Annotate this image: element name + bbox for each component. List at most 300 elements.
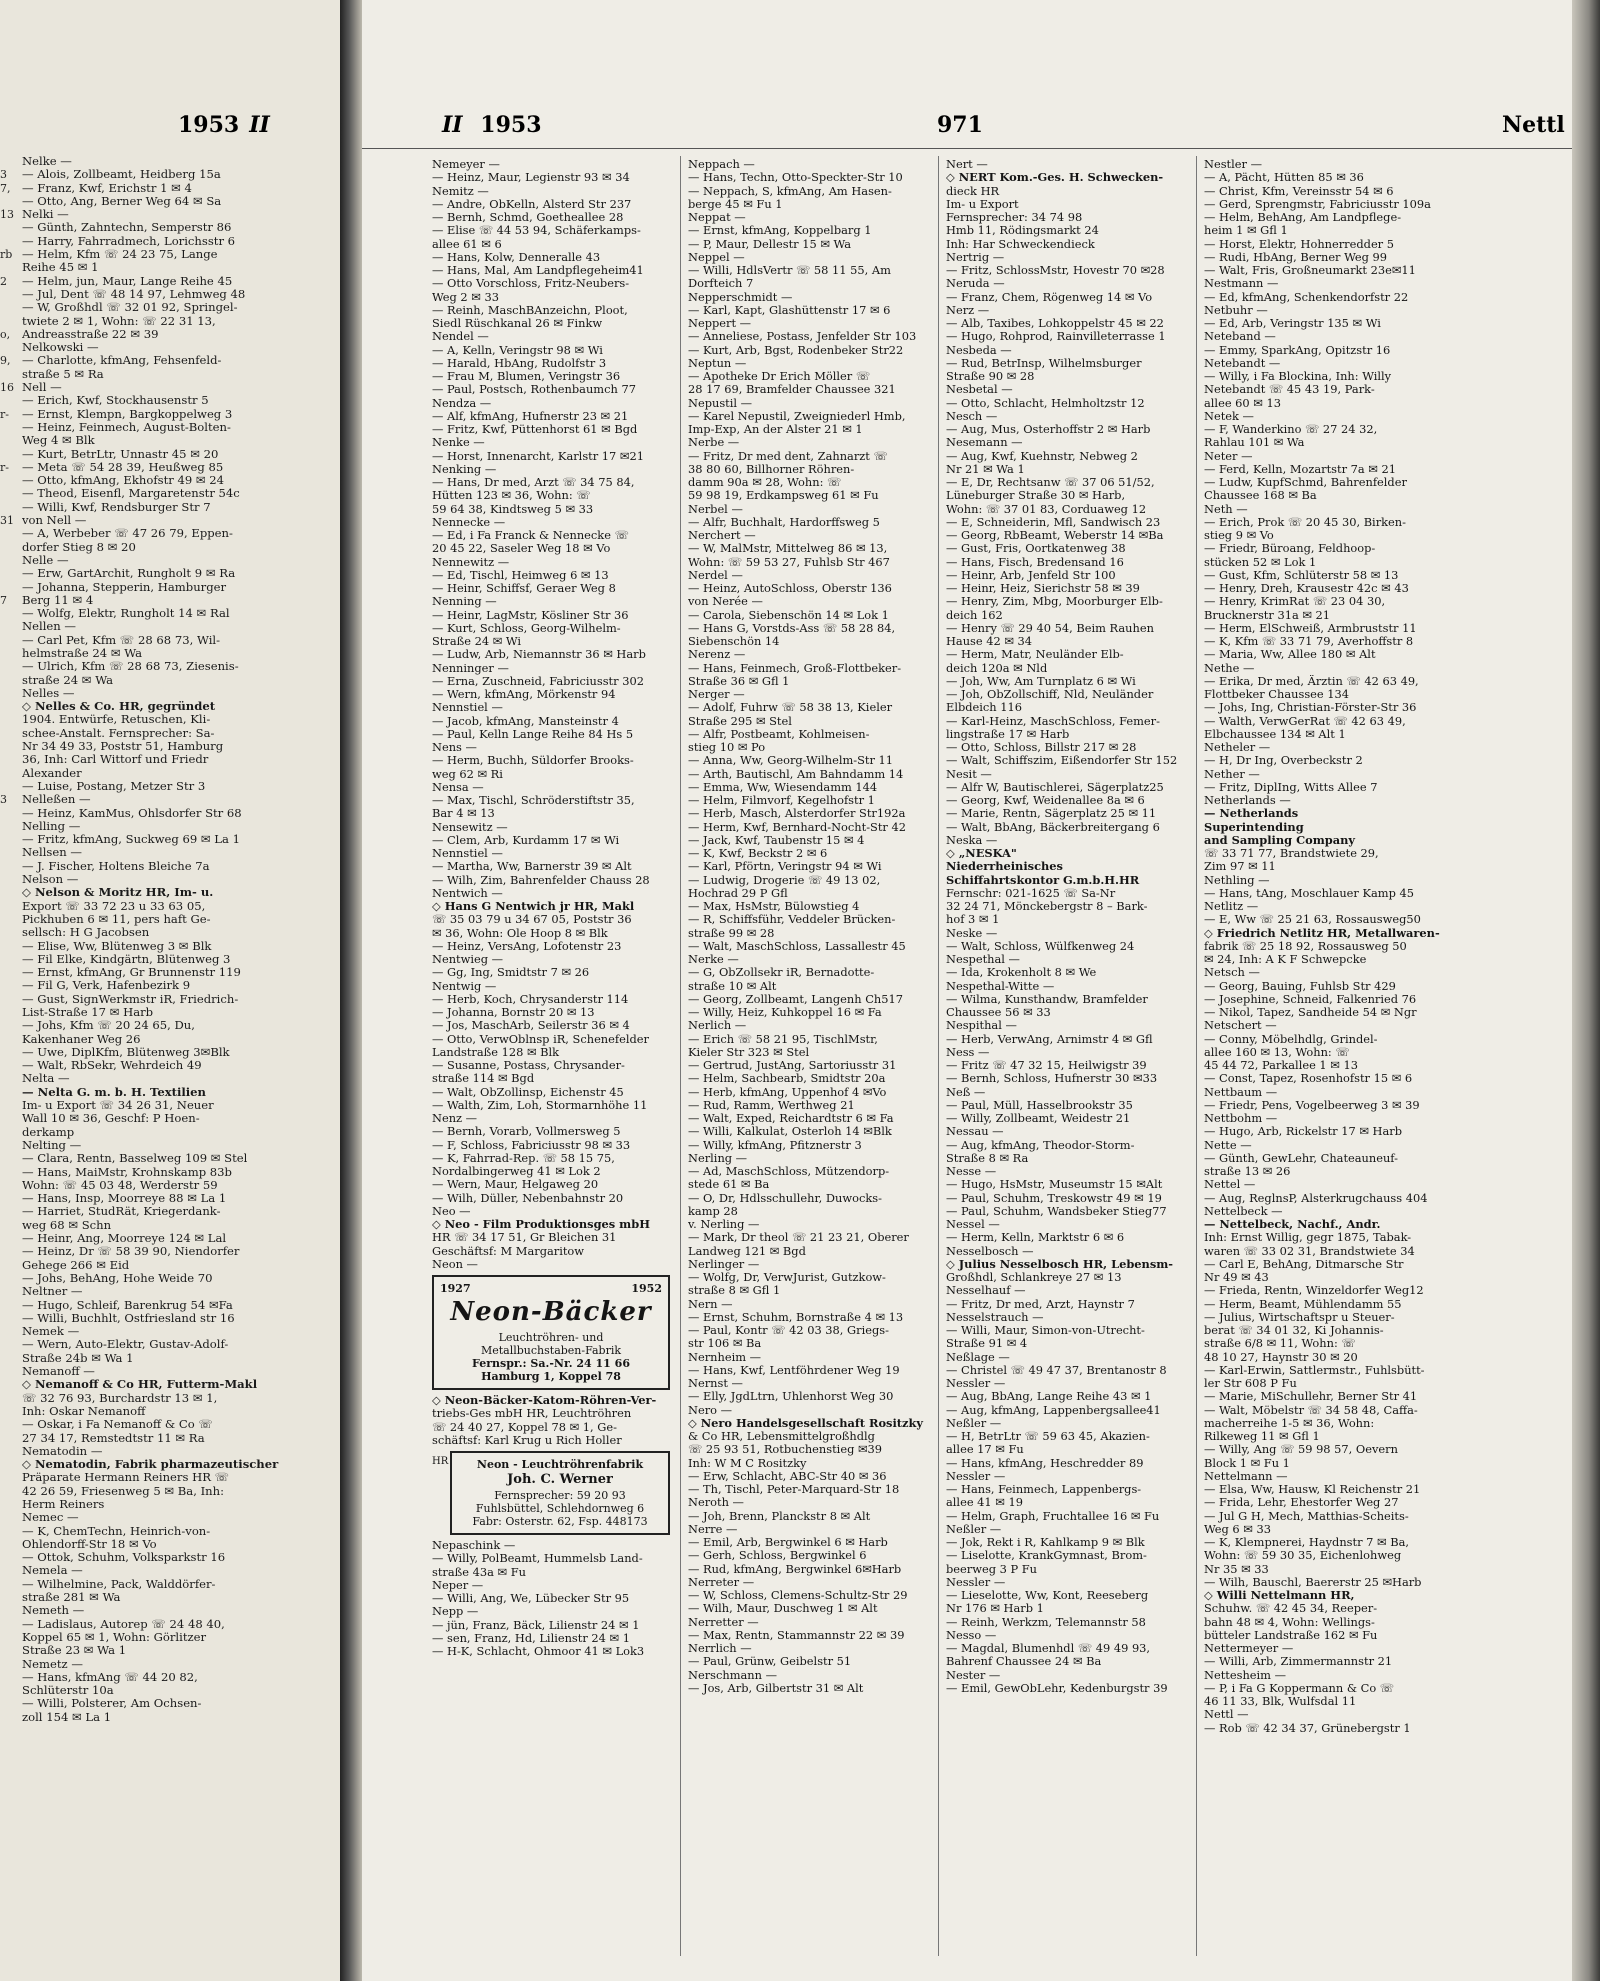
directory-entry: — Walt, Fris, Großneumarkt 23e✉11 <box>1204 264 1416 277</box>
directory-entry: — Christ, Kfm, Vereinsstr 54 ✉ 6 <box>1204 184 1394 198</box>
margin-fragment <box>0 807 18 820</box>
entry-heading: Neß — <box>946 1085 986 1099</box>
directory-entry: — Paul, Kelln Lange Reihe 84 Hs 5 <box>432 727 634 741</box>
directory-entry: ◇ Nematodin, Fabrik pharmazeutischer <box>22 1458 279 1472</box>
directory-entry: — Henry, Dreh, Krausestr 42c ✉ 43 <box>1204 582 1409 595</box>
entry-heading: Neter — <box>1204 449 1253 463</box>
entry-heading: Nesselstrauch — <box>946 1310 1044 1324</box>
entry-heading: Netebandt — <box>1204 356 1281 370</box>
directory-entry: — Rudi, HbAng, Berner Weg 99 <box>1204 250 1388 264</box>
directory-entry: Elbchaussee 134 ✉ Alt 1 <box>1204 727 1346 741</box>
directory-entry: — Clara, Rentn, Basselweg 109 ✉ Stel <box>22 1152 248 1166</box>
entry-heading: Neper — <box>432 1578 484 1592</box>
directory-entry: — Herm, Buchh, Süldorfer Brooks- <box>432 754 634 768</box>
directory-entry: — Oskar, i Fa Nemanoff & Co ☏ <box>22 1418 213 1432</box>
directory-entry: lingstraße 17 ✉ Harb <box>946 727 1070 741</box>
entry-heading: Nerre — <box>688 1522 738 1536</box>
directory-entry: bahn 48 ✉ 4, Wohn: Wellings- <box>1204 1615 1375 1629</box>
directory-entry: Großhdl, Schlankreye 27 ✉ 13 <box>946 1271 1122 1284</box>
directory-entry: 1904. Entwürfe, Retuschen, Kli- <box>22 713 211 727</box>
directory-entry: — Nettelbeck, Nachf., Andr. <box>1204 1218 1381 1231</box>
entry-heading: Neppach — <box>688 158 755 171</box>
entry-heading: Nettbohm — <box>1204 1112 1278 1125</box>
directory-entry: — Elsa, Ww, Hausw, Kl Reichenstr 21 <box>1204 1483 1421 1496</box>
directory-entry: Schuhw. ☏ 42 45 34, Reeper- <box>1204 1602 1378 1616</box>
entry-heading: Nematodin — <box>22 1444 103 1458</box>
directory-entry: dorfer Stieg 8 ✉ 20 <box>22 540 136 554</box>
directory-entry: Straße 23 ✉ Wa 1 <box>22 1644 127 1658</box>
entry-heading: Nennewitz — <box>432 555 510 569</box>
werner-ad-name: Joh. C. Werner <box>507 1473 613 1486</box>
entry-heading: Nesselhauf — <box>946 1284 1026 1298</box>
directory-entry: ◇ Neo - Film Produktionsges mbH <box>432 1218 650 1231</box>
directory-entry: — Susanne, Postass, Chrysander- <box>432 1059 625 1072</box>
entry-heading: Nerschmann — <box>688 1668 777 1682</box>
entry-heading: v. Nerling — <box>688 1218 760 1231</box>
directory-entry: Chaussee 168 ✉ Ba <box>1204 489 1317 503</box>
entry-heading: Nesbetal — <box>946 383 1013 397</box>
directory-entry: — Willy, Zollbeamt, Weidestr 21 <box>946 1112 1131 1125</box>
directory-entry: ☏ 32 76 93, Burchardstr 13 ✉ 1, <box>22 1391 218 1405</box>
directory-entry: — Walt, Schloss, Wülfkenweg 24 <box>946 939 1135 953</box>
directory-entry: — Gust, SignWerkmstr iR, Friedrich- <box>22 992 239 1006</box>
column-4 <box>1204 158 1452 1735</box>
directory-entry: — Hugo, Schleif, Barenkrug 54 ✉Fa <box>22 1298 233 1312</box>
entry-heading: Nemitz — <box>432 184 489 198</box>
directory-entry: — Reinh, Werkzm, Telemannstr 58 <box>946 1615 1146 1629</box>
directory-entry: ☏ 35 03 79 u 34 67 05, Poststr 36 <box>432 913 632 927</box>
directory-entry: Weg 4 ✉ Blk <box>22 434 95 448</box>
directory-entry: — Willi, Kwf, Rendsburger Str 7 <box>22 500 211 514</box>
directory-entry: Nr 49 ✉ 43 <box>1204 1271 1269 1284</box>
directory-entry: 42 26 59, Friesenweg 5 ✉ Ba, Inh: <box>22 1484 225 1498</box>
directory-entry: — E, Dr, Rechtsanw ☏ 37 06 51/52, <box>946 476 1155 489</box>
directory-entry: str 106 ✉ Ba <box>688 1337 762 1351</box>
directory-entry: — Elly, JgdLtrn, Uhlenhorst Weg 30 <box>688 1390 894 1404</box>
entry-heading: Neßler — <box>946 1416 1002 1430</box>
directory-entry: — Erw, Schlacht, ABC-Str 40 ✉ 36 <box>688 1469 887 1483</box>
entry-heading: Nentwieg — <box>432 953 504 966</box>
directory-entry: — Johanna, Stepperin, Hamburger <box>22 580 227 594</box>
directory-entry: — Hans, Mal, Am Landpflegeheim41 <box>432 264 644 277</box>
directory-entry: — Herb, Masch, Alsterdorfer Str192a <box>688 807 906 821</box>
directory-entry: — Wern, kfmAng, Mörkenstr 94 <box>432 688 616 701</box>
margin-fragment <box>0 448 18 461</box>
entry-heading: Nette — <box>1204 1138 1252 1152</box>
directory-entry: — Magdal, Blumenhdl ☏ 49 49 93, <box>946 1642 1151 1655</box>
margin-fragment <box>0 647 18 660</box>
directory-entry: — Gerd, Sprengmstr, Fabriciusstr 109a <box>1204 197 1431 211</box>
directory-entry: — Heinr, Heiz, Sierichstr 58 ✉ 39 <box>946 582 1140 595</box>
right-header-roman: II <box>442 112 463 138</box>
directory-entry: sellsch: H G Jacobsen <box>22 926 150 940</box>
directory-entry: — Horst, Elektr, Hohnerredder 5 <box>1204 237 1394 251</box>
directory-entry: — Herm, Kwf, Bernhard-Nocht-Str 42 <box>688 820 906 834</box>
werner-ad-title: Neon - Leuchtröhrenfabrik <box>476 1458 644 1471</box>
margin-fragment <box>0 261 18 274</box>
directory-entry: — Joh, Brenn, Planckstr 8 ✉ Alt <box>688 1509 871 1523</box>
directory-entry: — Walt, Möbelstr ☏ 34 58 48, Caffa- <box>1204 1403 1418 1417</box>
directory-entry: twiete 2 ✉ 1, Wohn: ☏ 22 31 13, <box>22 314 216 328</box>
directory-entry: ◇ Willi Nettelmann HR, <box>1204 1589 1355 1602</box>
directory-entry: — Ad, MaschSchloss, Mützendorp- <box>688 1165 890 1178</box>
directory-entry: — H, BetrLtr ☏ 59 63 45, Akazien- <box>946 1430 1150 1443</box>
directory-entry: Flottbeker Chaussee 134 <box>1204 688 1350 701</box>
entry-heading: Neppel — <box>688 250 745 264</box>
entry-heading: Nethe — <box>1204 661 1255 675</box>
directory-entry: — Johanna, Bornstr 20 ✉ 13 <box>432 1006 595 1019</box>
directory-entry: Alexander <box>22 766 82 780</box>
directory-entry: ◇ Neon-Bäcker-Katom-Röhren-Ver- <box>432 1394 657 1407</box>
entry-heading: Nessler — <box>946 1377 1006 1390</box>
directory-entry: Siedl Rüschkanal 26 ✉ Finkw <box>432 317 603 330</box>
directory-entry: — Aug, Kwf, Kuehnstr, Nebweg 2 <box>946 449 1138 463</box>
directory-entry: — Georg, Zollbeamt, Langenh Ch517 <box>688 992 903 1006</box>
margin-fragment: 7, <box>0 181 11 195</box>
entry-heading: Nesit — <box>946 767 992 781</box>
entry-heading: Netherlands — <box>1204 794 1291 807</box>
directory-entry: Präparate Hermann Reiners HR ☏ <box>22 1471 230 1485</box>
directory-entry: — Walth, Zim, Loh, Stormarnhöhe 11 <box>432 1098 648 1112</box>
page-number: 971 <box>937 112 983 138</box>
directory-entry: — Harriet, StudRät, Kriegerdank- <box>22 1205 221 1219</box>
margin-fragment <box>0 527 18 540</box>
directory-entry: schäftsf: Karl Krug u Rich Holler <box>432 1433 622 1447</box>
directory-entry: straße 114 ✉ Bgd <box>432 1072 535 1086</box>
right-header-volume <box>442 112 542 138</box>
werner-ad-factory: Fabr: Osterstr. 62, Fsp. 448173 <box>472 1515 648 1528</box>
entry-heading: Neon — <box>432 1257 478 1271</box>
directory-entry: — Ulrich, Kfm ☏ 28 68 73, Ziesenis- <box>22 660 239 674</box>
entry-heading: Nellsen — <box>22 846 82 860</box>
directory-entry: — Rob ☏ 42 34 37, Grünebergstr 1 <box>1204 1721 1411 1735</box>
directory-entry: waren ☏ 33 02 31, Brandstwiete 34 <box>1204 1244 1415 1258</box>
entry-heading: Nennstiel — <box>432 701 503 715</box>
directory-entry: — E, Ww ☏ 25 21 63, Rossausweg50 <box>1204 913 1421 927</box>
directory-entry: — Alfr, Buchhalt, Hardorffsweg 5 <box>688 515 880 529</box>
entry-heading: Nelta — <box>22 1072 70 1086</box>
entry-heading: Nettbaum — <box>1204 1085 1278 1099</box>
directory-entry: — Otto, kfmAng, Ekhofstr 49 ✉ 24 <box>22 474 225 488</box>
entry-heading: Neßlage — <box>946 1350 1010 1364</box>
directory-entry: — Carola, Siebenschön 14 ✉ Lok 1 <box>688 608 889 622</box>
entry-heading: Nenz — <box>432 1112 478 1125</box>
directory-entry: — Johs, Kfm ☏ 20 24 65, Du, <box>22 1019 195 1033</box>
directory-entry: macherreihe 1-5 ✉ 36, Wohn: <box>1204 1416 1375 1430</box>
directory-entry: — Joh, ObZollschiff, Nld, Neuländer <box>946 688 1154 701</box>
directory-entry: — W, MalMstr, Mittelweg 86 ✉ 13, <box>688 542 888 556</box>
directory-entry: Andreasstraße 22 ✉ 39 <box>22 327 159 341</box>
directory-entry: — Ottok, Schuhm, Volksparkstr 16 <box>22 1551 226 1565</box>
directory-entry: — Fritz, Dr med, Arzt, Haynstr 7 <box>946 1297 1135 1311</box>
margin-fragment <box>0 567 18 580</box>
directory-entry: — Hans, Kolw, Denneralle 43 <box>432 250 601 264</box>
margin-fragment <box>0 301 18 314</box>
directory-entry: bütteler Landstraße 162 ✉ Fu <box>1204 1628 1378 1642</box>
entry-heading: Nemeth — <box>22 1604 85 1618</box>
directory-entry: — Paul, Müll, Hasselbrookstr 35 <box>946 1098 1133 1112</box>
directory-entry: — Rud, kfmAng, Bergwinkel 6✉Harb <box>688 1562 902 1576</box>
directory-entry: — Meta ☏ 54 28 39, Heußweg 85 <box>22 460 224 474</box>
directory-entry: ◇ „NESKA" <box>946 847 1017 860</box>
entry-heading: Nespethal — <box>946 953 1020 966</box>
margin-fragment <box>0 833 18 846</box>
directory-entry: — Erich, Prok ☏ 20 45 30, Birken- <box>1204 515 1406 529</box>
directory-entry: — Jacob, kfmAng, Mansteinstr 4 <box>432 714 619 728</box>
entry-heading: Nepp — <box>432 1605 479 1619</box>
directory-entry: — Willi, Buchhlt, Ostfriesland str 16 <box>22 1311 235 1325</box>
directory-entry: 38 80 60, Billhorner Röhren- <box>688 462 855 476</box>
entry-heading: Neptun — <box>688 356 747 370</box>
directory-entry: Wall 10 ✉ 36, Geschf: P Hoen- <box>22 1112 200 1126</box>
directory-entry: schee-Anstalt. Fernsprecher: Sa- <box>22 726 215 740</box>
margin-fragment: 13 <box>0 208 14 222</box>
margin-fragment: o, <box>0 327 11 341</box>
directory-entry: — Jok, Rekt i R, Kahlkamp 9 ✉ Blk <box>946 1536 1145 1549</box>
entry-heading: Nelki — <box>22 208 69 222</box>
margin-fragment <box>0 700 18 713</box>
entry-heading: Nenke — <box>432 436 485 450</box>
margin-fragment <box>0 235 18 248</box>
entry-heading: Nendel — <box>432 330 489 344</box>
entry-heading: Nesse — <box>946 1165 997 1178</box>
entry-heading: Nestmann — <box>1204 277 1279 291</box>
directory-entry: — Hans, kfmAng ☏ 44 20 82, <box>22 1670 198 1684</box>
directory-entry: triebs-Ges mbH HR, Leuchtröhren <box>432 1407 632 1421</box>
directory-entry: — Ed, kfmAng, Schenkendorfstr 22 <box>1204 290 1409 304</box>
entry-heading: Nelting — <box>22 1138 82 1152</box>
entry-heading: Nertrig — <box>946 250 1005 264</box>
directory-entry: 45 44 72, Parkallee 1 ✉ 13 <box>1204 1059 1358 1072</box>
directory-entry: — F, Wanderkino ☏ 27 24 32, <box>1204 423 1378 436</box>
entry-heading: Nensa — <box>432 780 484 794</box>
margin-fragment <box>0 687 18 700</box>
directory-entry: Inh: W M C Rositzky <box>688 1456 807 1470</box>
directory-entry: — Hans, Kwf, Lentföhrdener Weg 19 <box>688 1363 900 1377</box>
directory-entry: allee 61 ✉ 6 <box>432 237 502 251</box>
running-head: Nettl <box>1502 112 1565 138</box>
directory-entry: — E, Schneiderin, Mfl, Sandwisch 23 <box>946 515 1161 529</box>
entry-heading: Nelson — <box>22 873 79 887</box>
werner-hr-label: HR <box>432 1456 449 1467</box>
margin-fragment <box>0 634 18 647</box>
entry-heading: Neo — <box>432 1204 471 1218</box>
directory-entry: — Fritz, Dr med dent, Zahnarzt ☏ <box>688 449 888 463</box>
directory-entry: — Willi, Polsterer, Am Ochsen- <box>22 1697 202 1711</box>
directory-entry: — Herm, Beamt, Mühlendamm 55 <box>1204 1297 1402 1311</box>
directory-entry: — Paul, Schuhm, Wandsbeker Stieg77 <box>946 1204 1167 1218</box>
directory-entry: Landweg 121 ✉ Bgd <box>688 1244 806 1258</box>
margin-fragment <box>0 767 18 780</box>
margin-fragment <box>0 674 18 687</box>
directory-entry: Hochrad 29 P Gfl <box>688 886 788 900</box>
directory-entry: ☏ 24 40 27, Koppel 78 ✉ 1, Ge- <box>432 1420 617 1434</box>
directory-entry: — Const, Tapez, Rosenhofstr 15 ✉ 6 <box>1204 1072 1413 1086</box>
directory-entry: — Willi, Maur, Simon-von-Utrecht- <box>946 1324 1145 1337</box>
directory-entry: straße 6/8 ✉ 11, Wohn: ☏ <box>1204 1337 1356 1351</box>
directory-entry: stieg 9 ✉ Vo <box>1204 529 1274 542</box>
directory-entry: zoll 154 ✉ La 1 <box>22 1710 112 1724</box>
margin-fragment: rb <box>0 248 13 262</box>
directory-entry: — Emil, Arb, Bergwinkel 6 ✉ Harb <box>688 1536 888 1549</box>
entry-heading: Nero — <box>688 1403 733 1417</box>
directory-entry: deich 120a ✉ Nld <box>946 661 1048 675</box>
neon-baecker-logo: Neon-Bäcker <box>450 1297 652 1327</box>
margin-fragment <box>0 873 18 886</box>
directory-entry: — Martha, Ww, Barnerstr 39 ✉ Alt <box>432 860 632 874</box>
directory-entry: straße 43a ✉ Fu <box>432 1565 526 1579</box>
directory-entry: — Georg, Bauing, Fuhlsb Str 429 <box>1204 979 1396 993</box>
directory-entry: — Karl, Kapt, Glashüttenstr 17 ✉ 6 <box>688 303 891 317</box>
directory-entry: Herm Reiners <box>22 1497 105 1511</box>
directory-entry: — K, Klempnerei, Haydnstr 7 ✉ Ba, <box>1204 1536 1409 1549</box>
directory-entry: Nr 35 ✉ 33 <box>1204 1562 1269 1576</box>
margin-fragment <box>0 780 18 793</box>
directory-entry: — H, Dr Ing, Overbeckstr 2 <box>1204 754 1363 768</box>
directory-entry: — J. Fischer, Holtens Bleiche 7a <box>22 859 210 873</box>
directory-entry: Bar 4 ✉ 13 <box>432 807 495 821</box>
entry-heading: Neth — <box>1204 502 1248 516</box>
directory-entry: 46 11 33, Blk, Wulfsdal 11 <box>1204 1695 1357 1708</box>
directory-entry: — Aug, Mus, Osterhoffstr 2 ✉ Harb <box>946 423 1151 436</box>
directory-entry: — Alfr W, Bautischlerei, Sägerplatz25 <box>946 780 1164 794</box>
directory-entry: — Reinh, MaschBAnzeichn, Ploot, <box>432 303 628 317</box>
directory-entry: Straße 24 ✉ Wi <box>432 635 522 648</box>
directory-entry: straße 5 ✉ Ra <box>22 367 104 381</box>
directory-entry: Netebandt ☏ 45 43 19, Park- <box>1204 383 1375 397</box>
directory-entry: — Nelta G. m. b. H. Textilien <box>22 1085 206 1099</box>
entry-heading: Nemeyer — <box>432 158 500 171</box>
directory-entry: — Aug, BbAng, Lange Reihe 43 ✉ 1 <box>946 1390 1152 1404</box>
entry-heading: Nerenz — <box>688 648 746 662</box>
ad-phone: Fernspr.: Sa.-Nr. 24 11 66 <box>472 1357 630 1370</box>
entry-heading: Nentwig — <box>432 979 497 993</box>
directory-entry: ◇ NERT Kom.-Ges. H. Schwecken- <box>946 171 1164 185</box>
directory-entry: — Hans, tAng, Moschlauer Kamp 45 <box>1204 886 1414 900</box>
column-rule-1 <box>680 156 681 1956</box>
entry-heading: Neßler — <box>946 1522 1002 1536</box>
directory-entry: — Gust, Kfm, Schlüterstr 58 ✉ 13 <box>1204 568 1399 582</box>
directory-entry: Schlüterstr 10a <box>22 1684 114 1698</box>
margin-fragment: 16 <box>0 381 14 395</box>
directory-entry: — K, ChemTechn, Heinrich-von- <box>22 1524 211 1538</box>
directory-entry: Hause 42 ✉ 34 <box>946 635 1033 648</box>
directory-entry: Fernschr: 021-1625 ☏ Sa-Nr <box>946 886 1116 900</box>
directory-entry: hof 3 ✉ 1 <box>946 913 1000 927</box>
directory-entry: — jün, Franz, Bäck, Lilienstr 24 ✉ 1 <box>432 1618 640 1632</box>
directory-entry: — Emma, Ww, Wiesendamm 144 <box>688 780 878 794</box>
directory-entry: Straße 90 ✉ 28 <box>946 370 1035 383</box>
margin-fragment: 31 <box>0 514 14 528</box>
margin-fragment <box>0 900 18 913</box>
directory-entry: — Günth, GewLehr, Chateauneuf- <box>1204 1151 1398 1165</box>
directory-entry: weg 68 ✉ Schn <box>22 1218 112 1232</box>
directory-entry: Hmb 11, Rödingsmarkt 24 <box>946 224 1099 238</box>
directory-entry: — Theod, Eisenfl, Margaretenstr 54c <box>22 487 240 501</box>
directory-entry: ◇ Nelles & Co. HR, gegründet <box>22 700 216 714</box>
directory-entry: ☏ 25 93 51, Rotbuchenstieg ✉39 <box>688 1443 883 1457</box>
entry-heading: Nettl — <box>1204 1708 1249 1722</box>
directory-entry: — Willi, Kalkulat, Osterloh 14 ✉Blk <box>688 1125 892 1139</box>
directory-entry: — Joh, Ww, Am Turnplatz 6 ✉ Wi <box>946 674 1136 688</box>
directory-entry: — Emmy, SparkAng, Opitzstr 16 <box>1204 343 1391 357</box>
directory-entry: — Walth, VerwGerRat ☏ 42 63 49, <box>1204 714 1406 728</box>
entry-heading: Nester — <box>946 1668 1001 1682</box>
directory-entry: — Helm, BehAng, Am Landpflege- <box>1204 211 1402 224</box>
directory-entry: ◇ Hans G Nentwich jr HR, Makl <box>432 900 635 913</box>
directory-entry: — Heinr, Schiffsf, Geraer Weg 8 <box>432 582 616 595</box>
directory-entry: — Wilma, Kunsthandw, Bramfelder <box>946 992 1148 1006</box>
left-page <box>0 0 340 1981</box>
directory-entry: — Nikol, Tapez, Sandheide 54 ✉ Ngr <box>1204 1006 1417 1019</box>
directory-entry: Pickhuben 6 ✉ 11, pers haft Ge- <box>22 912 211 926</box>
directory-entry: Bahrenf Chaussee 24 ✉ Ba <box>946 1655 1102 1669</box>
entry-heading: Ness — <box>946 1045 990 1059</box>
directory-entry: — Jul G H, Mech, Matthias-Scheits- <box>1204 1509 1409 1523</box>
header-rule <box>362 148 1572 149</box>
directory-entry: — Rud, BetrInsp, Wilhelmsburger <box>946 356 1142 370</box>
directory-entry: allee 60 ✉ 13 <box>1204 396 1281 410</box>
entry-heading: Nensewitz — <box>432 820 508 834</box>
directory-entry: & Co HR, Lebensmittelgroßhdlg <box>688 1430 875 1443</box>
directory-entry: — Walt, BbAng, Bäckerbreitergang 6 <box>946 820 1160 834</box>
margin-fragment <box>0 368 18 381</box>
directory-entry: Rilkeweg 11 ✉ Gfl 1 <box>1204 1430 1320 1443</box>
entry-heading: Nern — <box>688 1297 733 1311</box>
page-edge <box>1572 0 1600 1981</box>
directory-entry: 28 17 69, Bramfelder Chaussee 321 <box>688 383 896 397</box>
directory-entry: — Ludwig, Drogerie ☏ 49 13 02, <box>688 873 881 887</box>
directory-entry: — Hans, Techn, Otto-Speckter-Str 10 <box>688 171 903 185</box>
directory-entry: Landstraße 128 ✉ Blk <box>432 1045 560 1059</box>
entry-heading: Nerchert — <box>688 529 756 542</box>
directory-entry: — Kurt, BetrLtr, Unnastr 45 ✉ 20 <box>22 447 219 461</box>
directory-entry: — Walt, MaschSchloss, Lassallestr 45 <box>688 939 906 953</box>
directory-entry: — Uwe, DiplKfm, Blütenweg 3✉Blk <box>22 1045 230 1059</box>
directory-entry: Ohlendorff-Str 18 ✉ Vo <box>22 1537 157 1551</box>
directory-entry: — Wern, Maur, Helgaweg 20 <box>432 1178 599 1192</box>
directory-entry: Inh: Ernst Willig, gegr 1875, Tabak- <box>1204 1231 1412 1245</box>
directory-entry: — G, ObZollsekr iR, Bernadotte- <box>688 966 875 980</box>
entry-heading: Nessel — <box>946 1218 1000 1231</box>
entry-heading: Nelleßen — <box>22 793 91 807</box>
directory-entry: 20 45 22, Saseler Weg 18 ✉ Vo <box>432 542 611 556</box>
margin-fragment <box>0 155 18 168</box>
directory-entry: Im- u Export <box>946 197 1019 211</box>
directory-entry: — Willi, HdlsVertr ☏ 58 11 55, Am <box>688 264 891 277</box>
margin-fragment: 7 <box>0 593 7 607</box>
directory-entry: Lüneburger Straße 30 ✉ Harb, <box>946 489 1126 503</box>
directory-entry: — Gertrud, JustAng, Sartoriusstr 31 <box>688 1059 897 1072</box>
directory-entry: Wohn: ☏ 59 30 35, Eichenlohweg <box>1204 1549 1402 1563</box>
directory-entry: — Alfr, Postbeamt, Kohlmeisen- <box>688 727 870 741</box>
directory-entry: — Gust, Fris, Oortkatenweg 38 <box>946 542 1126 556</box>
entry-heading: Nesemann — <box>946 436 1023 450</box>
margin-fragment <box>0 581 18 594</box>
directory-entry: ◇ Nelson & Moritz HR, Im- u. <box>22 886 214 900</box>
directory-entry: kamp 28 <box>688 1204 738 1218</box>
directory-entry: — Hans, Insp, Moorreye 88 ✉ La 1 <box>22 1192 227 1206</box>
directory-entry: — Jos, MaschArb, Seilerstr 36 ✉ 4 <box>432 1019 630 1033</box>
entry-heading: Nerbe — <box>688 436 740 450</box>
directory-entry: — Max, HsMstr, Bülowstieg 4 <box>688 900 860 913</box>
directory-entry: — Friedr, Büroang, Feldhoop- <box>1204 542 1376 556</box>
directory-entry: Weg 6 ✉ 33 <box>1204 1522 1271 1536</box>
entry-heading: Netsch — <box>1204 966 1260 980</box>
directory-entry: — Herm, ElSchweiß, Armbruststr 11 <box>1204 621 1417 635</box>
directory-entry: HR ☏ 34 17 51, Gr Bleichen 31 <box>432 1231 617 1245</box>
directory-entry: — Herb, kfmAng, Uppenhof 4 ✉Vo <box>688 1085 887 1099</box>
